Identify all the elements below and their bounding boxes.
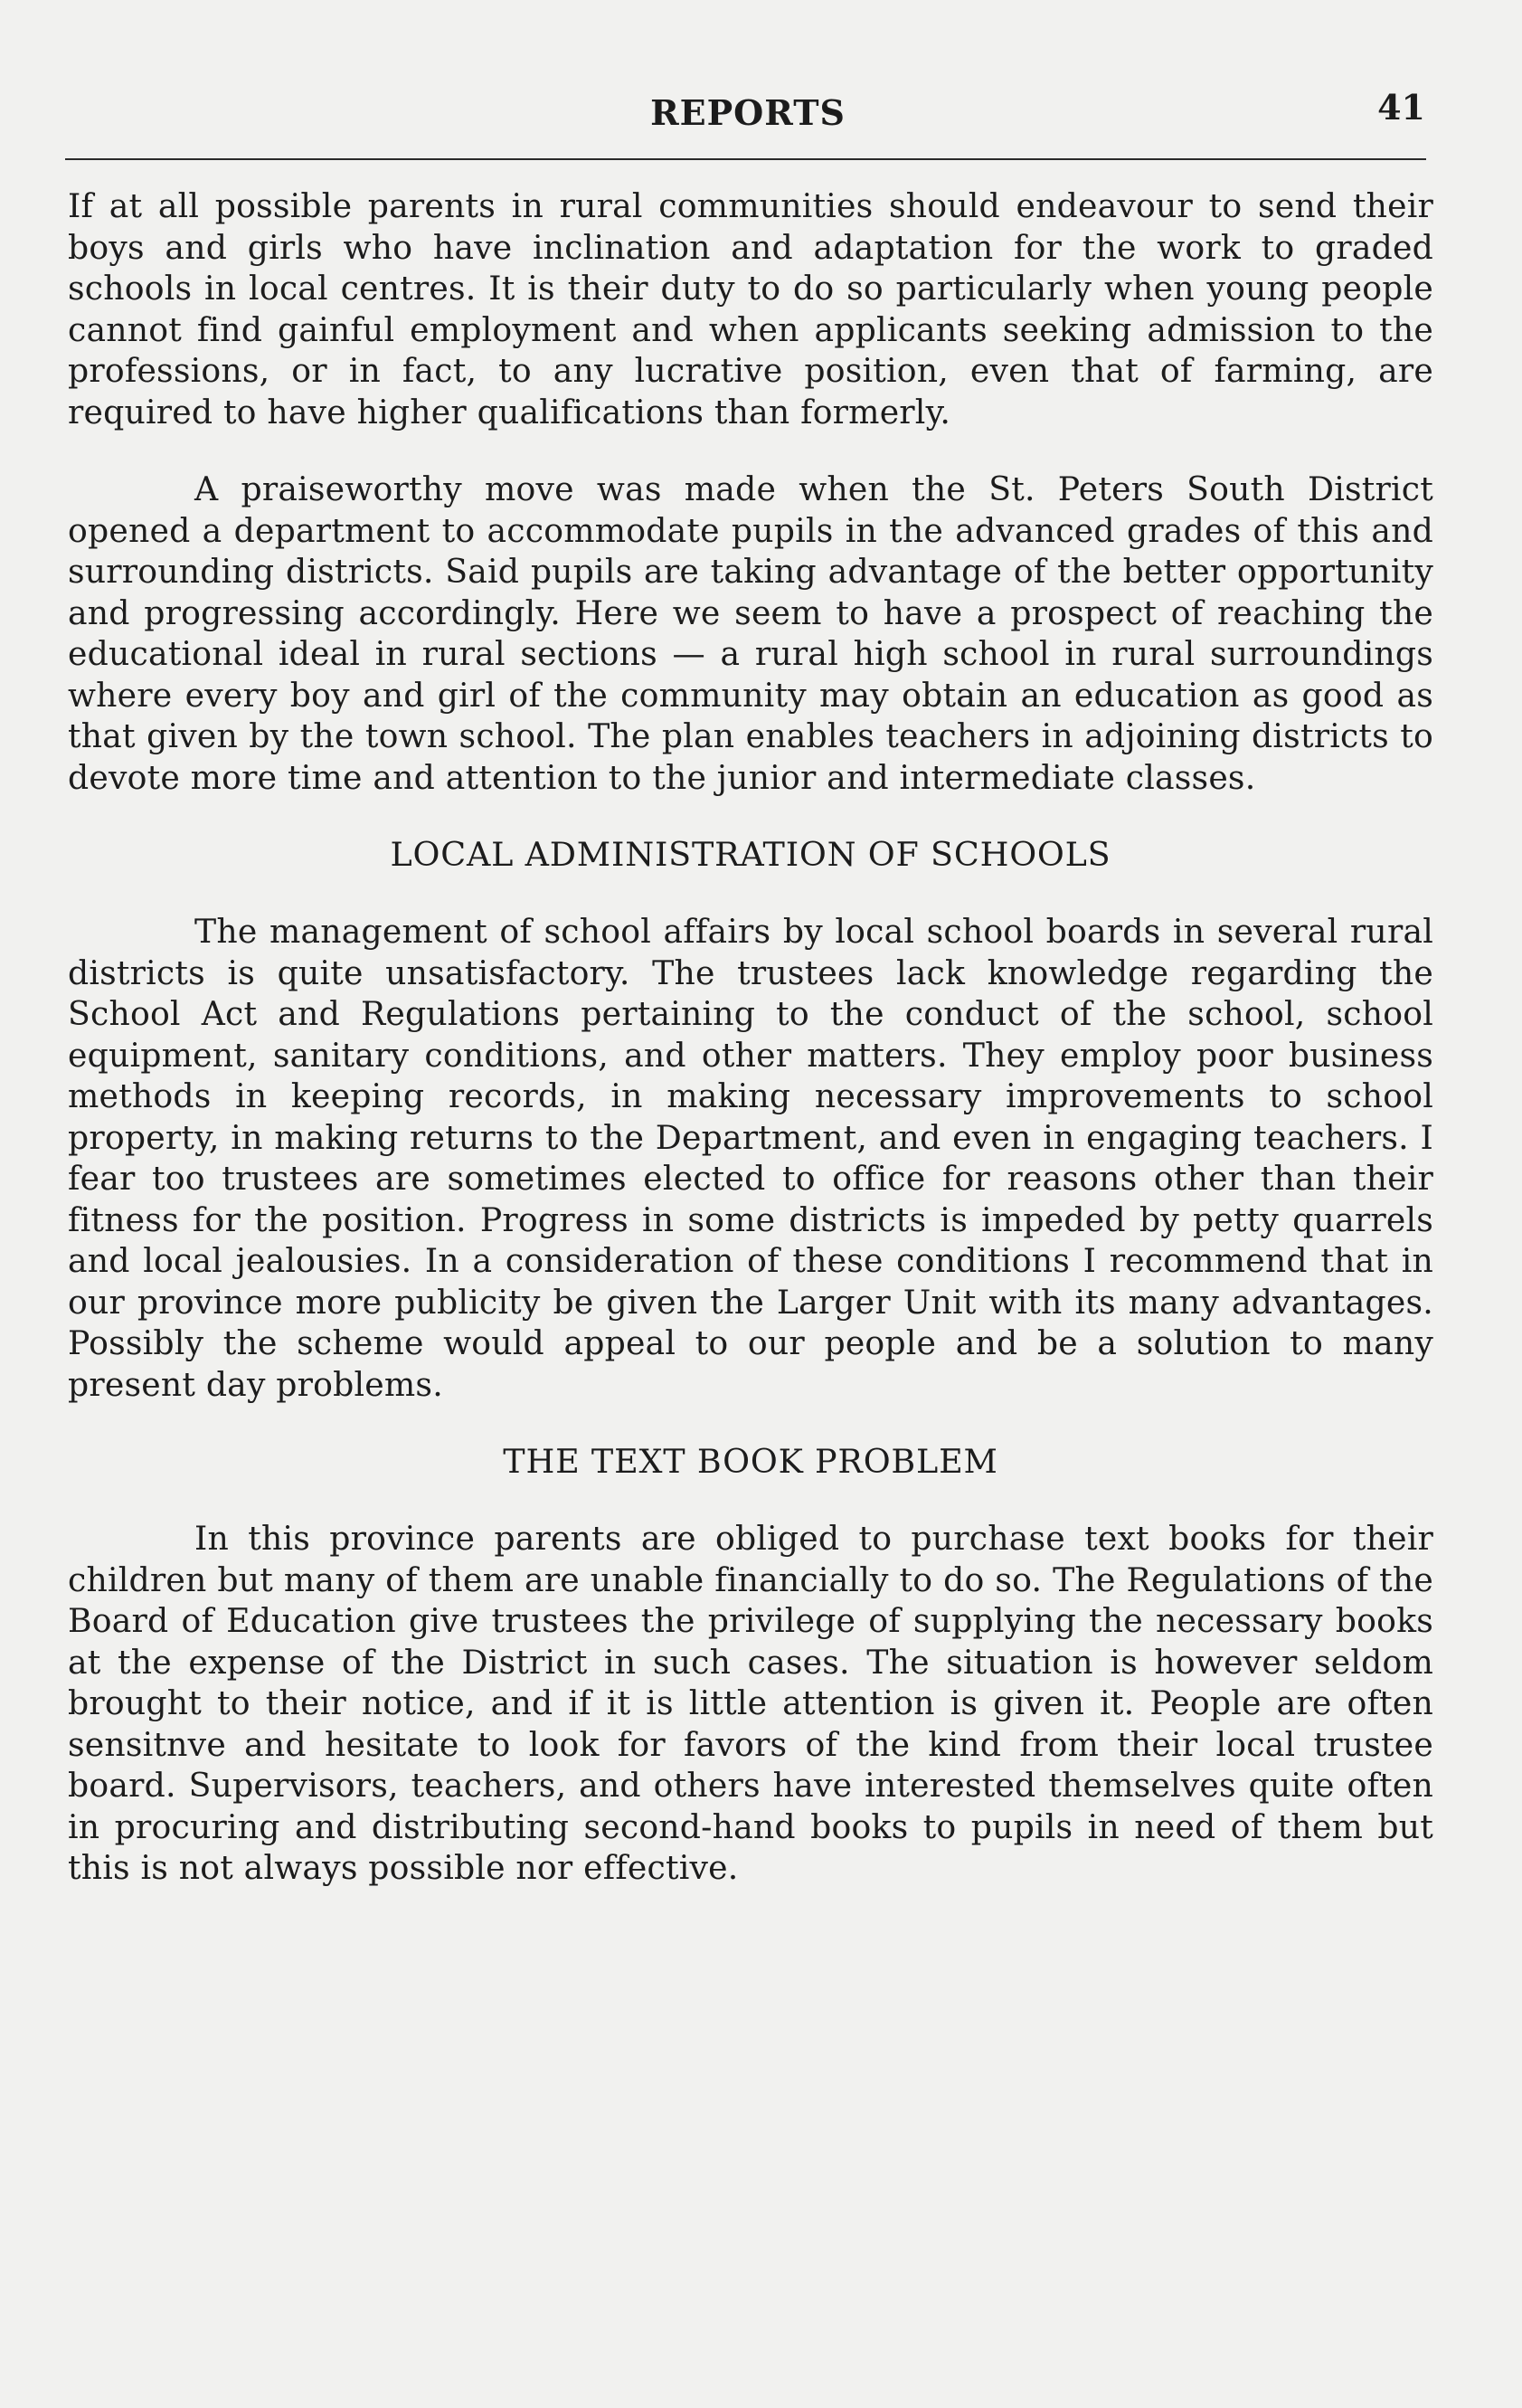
paragraph-graded-schools: If at all possible parents in rural communities should endeavour to send their boys and girls who have inclination and adaptation for the work to graded schools in local centres. It is their duty to do so particularly when young people cannot find gainful employment and when applicants seeking admission to the professions, or in fact, to any lucrative position, even that of farming, are required to have higher qualifications than formerly. <box>68 186 1433 431</box>
running-title: REPORTS <box>650 92 846 133</box>
running-head <box>65 87 1431 159</box>
body-text <box>68 185 1433 1889</box>
section-heading-local-administration: LOCAL ADMINISTRATION OF SCHOOLS <box>390 835 1111 874</box>
header-rule <box>65 158 1426 160</box>
section-heading-text-book-problem: THE TEXT BOOK PROBLEM <box>503 1442 998 1481</box>
paragraph-st-peters-department: A praiseworthy move was made when the St. Peters South District opened a department to accommodate pupils in the advanced grades of this and surrounding districts. Said pupils are taking advantage of the better opportunity and progressing accordingly. Here we seem to have a prospect of reaching the educational ideal in rural sections — a rural high school in rural surroundings where every boy and girl of the community may obtain an education as good as that given by the town school. The plan enables teachers in adjoining districts to devote more time and attention to the junior and intermediate classes. <box>68 469 1433 797</box>
page-number: 41 <box>1377 87 1425 128</box>
paragraph-text-books: In this province parents are obliged to purchase text books for their children but many of them are unable financially to do so. The Regulations of the Board of Education give trustees the privilege of supplying the necessary books at the expense of the District in such cases. The situation is however seldom brought to their notice, and if it is little attention is given it. People are often sensitnve and hesitate to look for favors of the kind from their local trustee board. Supervisors, teachers, and others have interested themselves quite often in procuring and distributing second-hand books to pupils in need of them but this is not always possible nor effective. <box>68 1519 1433 1887</box>
paragraph-school-boards: The management of school affairs by local school boards in several rural districts is quite unsatisfactory. The trustees lack knowledge regarding the School Act and Regulations pertaining to the conduct of the school, school equipment, sanitary conditions, and other matters. They employ poor business methods in keeping records, in making necessary improvements to school property, in making returns to the Department, and even in engaging teachers. I fear too trustees are sometimes elected to office for reasons other than their fitness for the position. Progress in some districts is impeded by petty quarrels and local jealousies. In a consideration of these conditions I recommend that in our province more publicity be given the Larger Unit with its many advantages. Possibly the scheme would appeal to our people and be a solution to many present day problems. <box>68 912 1433 1404</box>
